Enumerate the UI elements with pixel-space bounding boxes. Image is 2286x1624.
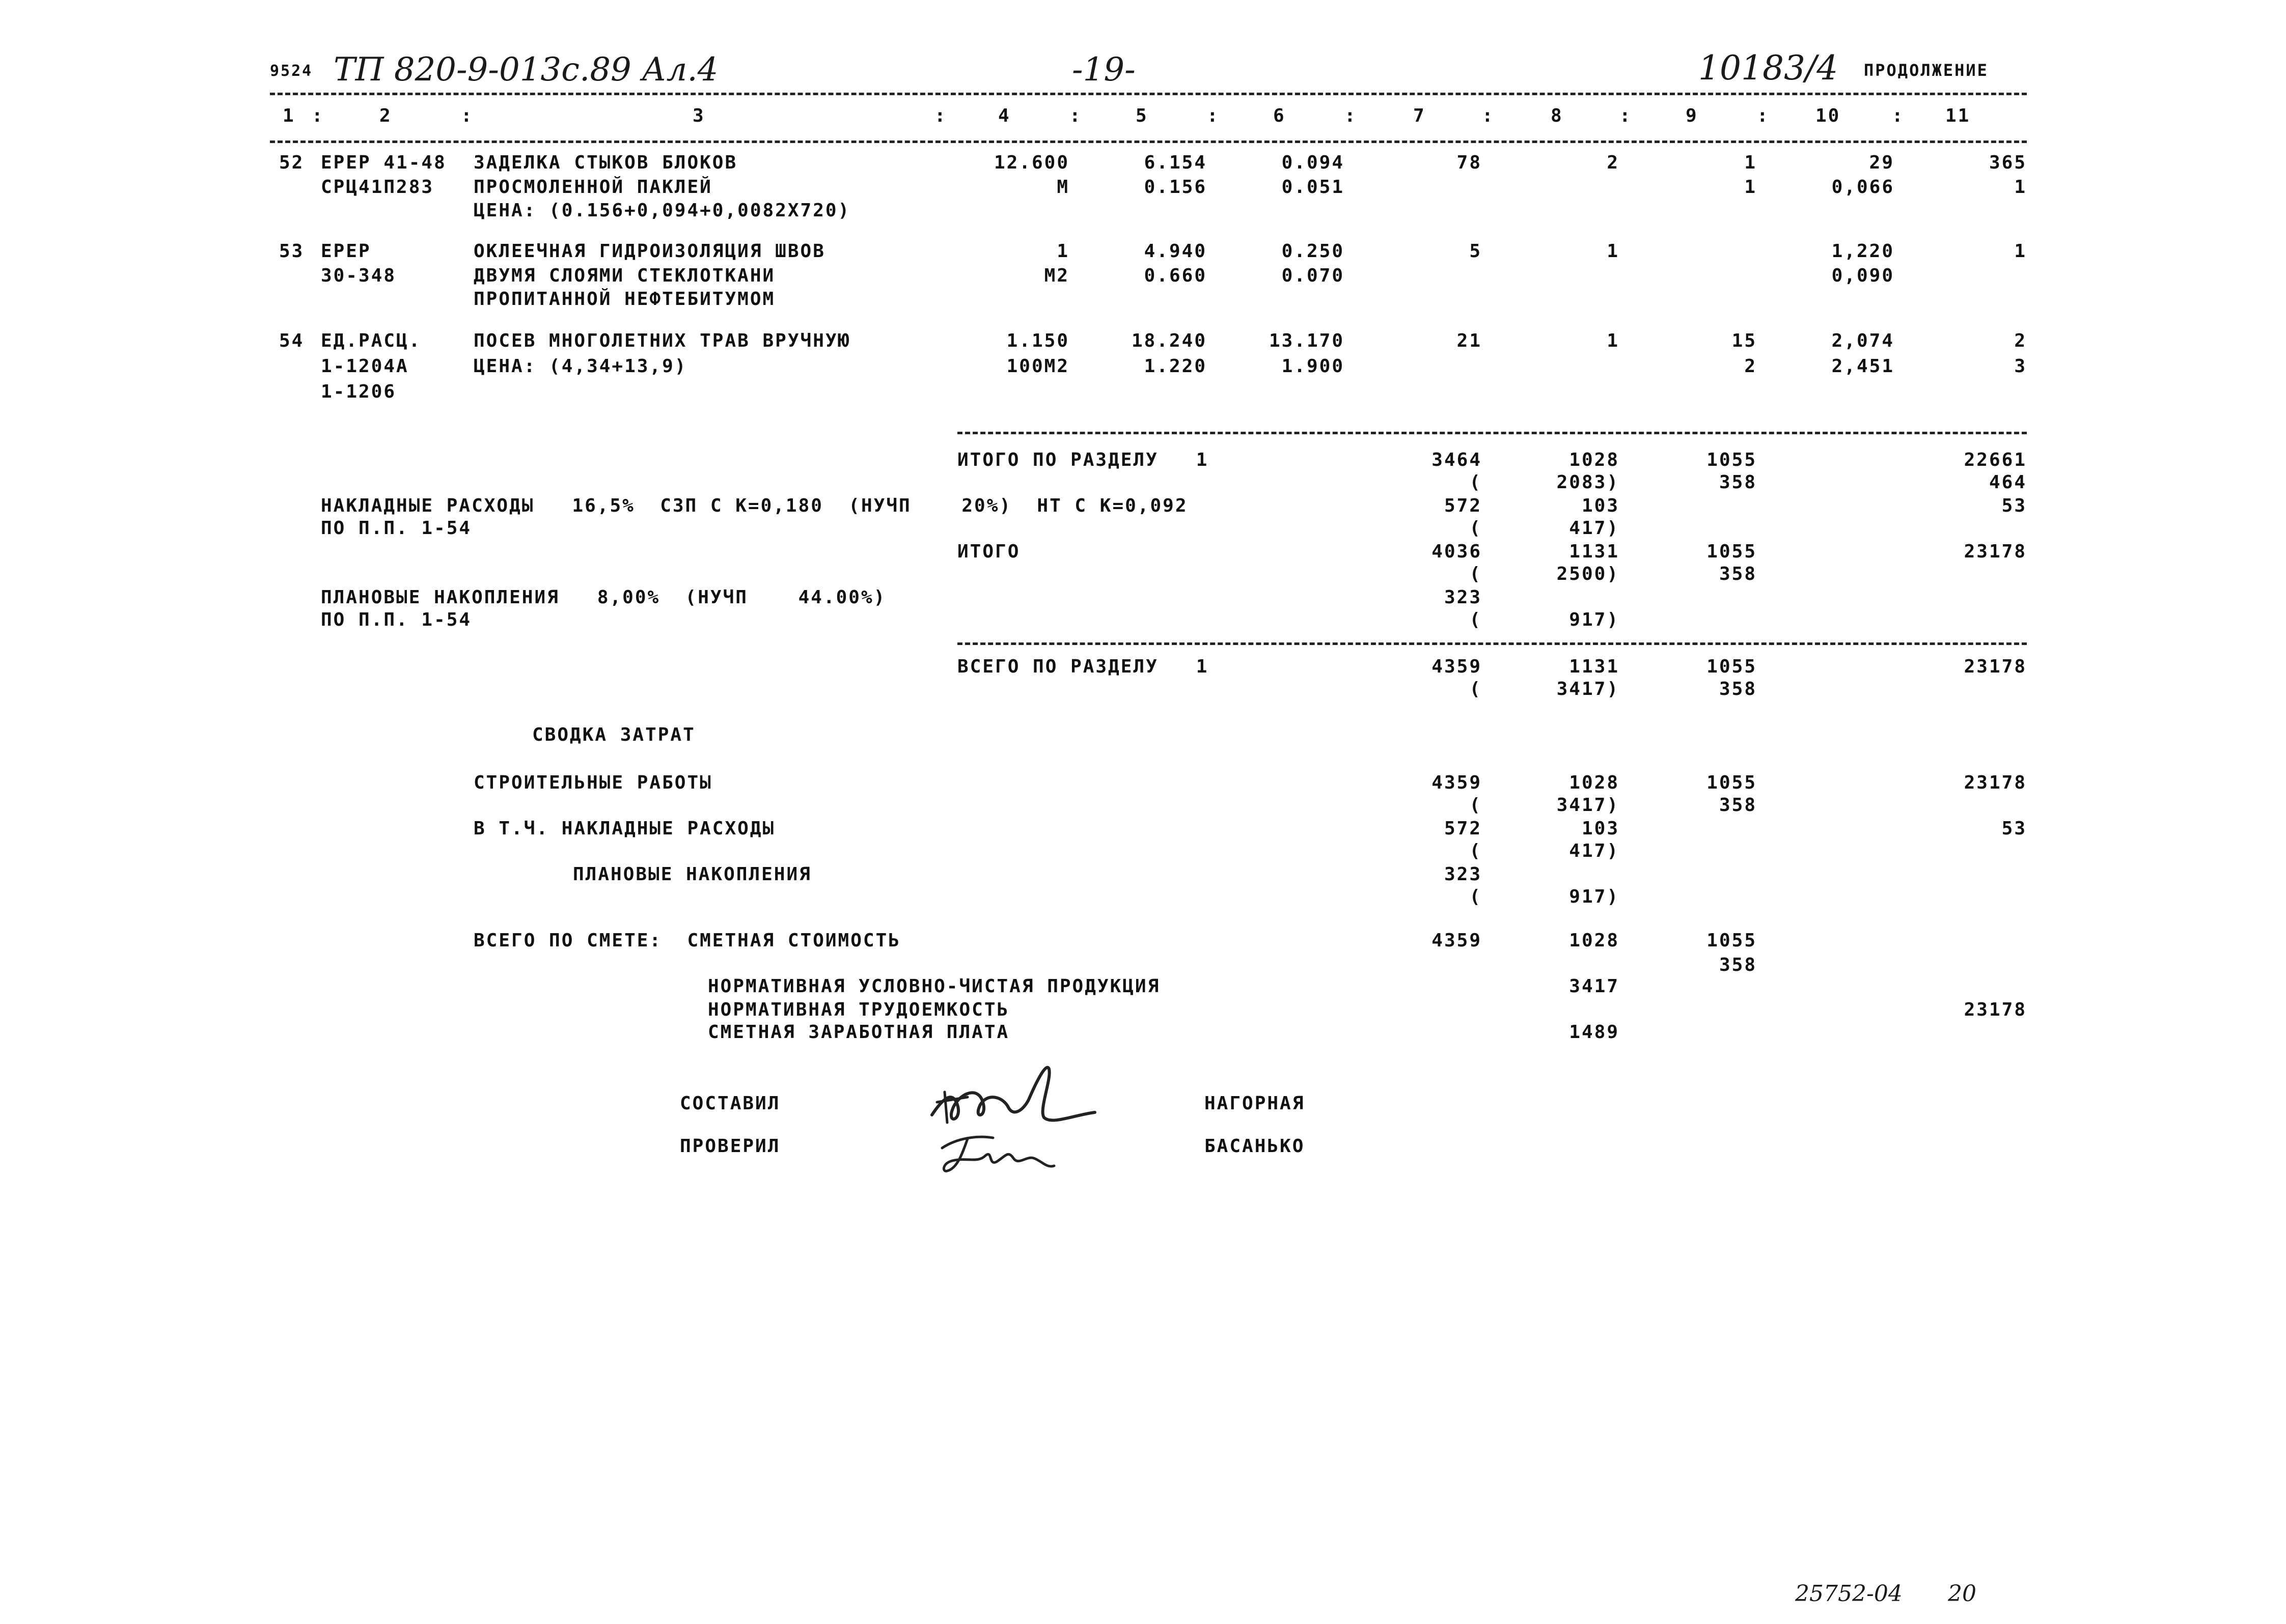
cell-col11: 365 <box>1989 152 2027 173</box>
col-sep: : <box>1892 105 1905 126</box>
col-header: 4 <box>998 105 1011 126</box>
header-rule-bottom <box>270 141 2027 143</box>
row-code: ЕД.РАСЦ. <box>321 330 422 351</box>
cell-col11: 23178 <box>1964 656 2027 677</box>
cell-col7: ( <box>1469 679 1482 699</box>
header-continuation: ПРОДОЛЖЕНИЕ <box>1864 61 1989 80</box>
row-description: ЦЕНА: (4,34+13,9) <box>474 356 687 377</box>
cell-col8: 2 <box>1607 152 1619 173</box>
cell-col7: 5 <box>1469 241 1482 262</box>
cell-col7: ( <box>1469 609 1482 630</box>
cell-col11: 2 <box>2014 330 2027 351</box>
planned-label: ПЛАНОВЫЕ НАКОПЛЕНИЯ 8,00% (НУЧП 44.00%) <box>321 587 887 608</box>
row-code: 1-1204А <box>321 356 409 377</box>
cell-col5: 0.660 <box>1144 265 1207 286</box>
cell-col10: 0,090 <box>1831 265 1894 286</box>
cell-col8: 1489 <box>1569 1022 1619 1043</box>
summary-label: СМЕТНАЯ ЗАРАБОТНАЯ ПЛАТА <box>708 1022 1010 1043</box>
cell-col5: 6.154 <box>1144 152 1207 173</box>
cell-col8: 1131 <box>1569 541 1619 562</box>
cell-col8: 1028 <box>1569 450 1619 470</box>
overhead-label: НАКЛАДНЫЕ РАСХОДЫ 16,5% СЗП С К=0,180 (НУЧП 20%) НТ С К=0,092 <box>321 495 1188 516</box>
row-number: 53 <box>279 241 305 262</box>
row-number: 54 <box>279 330 305 351</box>
col-header: 3 <box>693 105 705 126</box>
cell-col8: 1028 <box>1569 772 1619 793</box>
signature-checker <box>937 1128 1059 1179</box>
cell-col8: 917) <box>1569 609 1619 630</box>
cell-col9: 358 <box>1719 564 1757 584</box>
cell-col9: 1055 <box>1706 772 1757 793</box>
col-sep: : <box>312 105 324 126</box>
summary-label: НОРМАТИВНАЯ ТРУДОЕМКОСТЬ <box>708 999 1010 1020</box>
cell-col7: 78 <box>1456 152 1482 173</box>
cell-col7: 323 <box>1444 587 1482 608</box>
section-rule <box>957 432 2027 434</box>
cell-col9: 358 <box>1719 955 1757 975</box>
row-code: СРЦ41П283 <box>321 177 434 198</box>
cell-col9: 1055 <box>1706 541 1757 562</box>
cell-col9: 1 <box>1744 152 1757 173</box>
row-description: ЦЕНА: (0.156+0,094+0,0082Х720) <box>474 200 851 221</box>
cell-col9: 358 <box>1719 795 1757 816</box>
cell-col9: 2 <box>1744 356 1757 377</box>
row-description: ЗАДЕЛКА СТЫКОВ БЛОКОВ <box>474 152 738 173</box>
cell-unit: 100М2 <box>1006 356 1069 377</box>
cell-col7: 572 <box>1444 495 1482 516</box>
header-doc-number: 10183/4 <box>1698 48 1838 88</box>
cell-col11: 464 <box>1989 472 2027 493</box>
cell-col9: 1055 <box>1706 656 1757 677</box>
col-sep: : <box>1757 105 1770 126</box>
cell-col11: 1 <box>2014 177 2027 198</box>
row-description: ПРОСМОЛЕННОЙ ПАКЛЕЙ <box>474 177 712 198</box>
header-page-number: -19- <box>1072 51 1136 89</box>
cell-col9: 1 <box>1744 177 1757 198</box>
cell-col6: 0.051 <box>1281 177 1344 198</box>
cell-col6: 13.170 <box>1269 330 1344 351</box>
cell-col10: 0,066 <box>1831 177 1894 198</box>
cell-col6: 0.250 <box>1281 241 1344 262</box>
summary-label: ПЛАНОВЫЕ НАКОПЛЕНИЯ <box>573 864 812 885</box>
summary-label: НОРМАТИВНАЯ УСЛОВНО-ЧИСТАЯ ПРОДУКЦИЯ <box>708 976 1161 997</box>
cell-col6: 0.070 <box>1281 265 1344 286</box>
cell-col11: 3 <box>2014 356 2027 377</box>
cell-col8: 917) <box>1569 886 1619 907</box>
row-code: ЕРЕР 41-48 <box>321 152 447 173</box>
section-rule <box>957 642 2027 645</box>
header-code: 9524 <box>270 62 313 80</box>
col-header: 2 <box>379 105 392 126</box>
cell-col7: ( <box>1469 886 1482 907</box>
cell-col7: 4036 <box>1431 541 1482 562</box>
cell-col10: 1,220 <box>1831 241 1894 262</box>
col-sep: : <box>1619 105 1632 126</box>
cell-col10: 29 <box>1869 152 1894 173</box>
col-header: 7 <box>1413 105 1426 126</box>
cell-col7: ( <box>1469 472 1482 493</box>
cell-col7: 3464 <box>1431 450 1482 470</box>
cell-col7: 323 <box>1444 864 1482 885</box>
col-header: 1 <box>283 105 295 126</box>
compiled-label: СОСТАВИЛ <box>680 1093 781 1114</box>
cell-col11: 53 <box>2001 818 2027 839</box>
cell-col8: 417) <box>1569 518 1619 539</box>
col-sep: : <box>934 105 947 126</box>
cell-col9: 15 <box>1731 330 1757 351</box>
row-description: ДВУМЯ СЛОЯМИ СТЕКЛОТКАНИ <box>474 265 776 286</box>
col-sep: : <box>1344 105 1357 126</box>
cell-col8: 1131 <box>1569 656 1619 677</box>
cell-col8: 103 <box>1581 495 1619 516</box>
col-sep: : <box>1482 105 1495 126</box>
col-header: 6 <box>1273 105 1286 126</box>
cell-quantity: 12.600 <box>994 152 1069 173</box>
col-header: 9 <box>1686 105 1698 126</box>
cell-quantity: 1 <box>1057 241 1069 262</box>
cell-col11: 1 <box>2014 241 2027 262</box>
cell-col10: 2,074 <box>1831 330 1894 351</box>
col-sep: : <box>1069 105 1082 126</box>
cell-col7: ( <box>1469 841 1482 861</box>
cell-col9: 1055 <box>1706 930 1757 951</box>
row-description: ОКЛЕЕЧНАЯ ГИДРОИЗОЛЯЦИЯ ШВОВ <box>474 241 825 262</box>
compiled-name: НАГОРНАЯ <box>1204 1093 1305 1114</box>
summary-label: В Т.Ч. НАКЛАДНЫЕ РАСХОДЫ <box>474 818 776 839</box>
cell-col8: 2083) <box>1556 472 1619 493</box>
cell-col8: 3417) <box>1556 795 1619 816</box>
footer-page: 20 <box>1948 1581 1976 1607</box>
cell-col7: ( <box>1469 564 1482 584</box>
cell-col11: 22661 <box>1964 450 2027 470</box>
cell-col7: ( <box>1469 518 1482 539</box>
checked-name: БАСАНЬКО <box>1204 1136 1305 1157</box>
cell-col11: 23178 <box>1964 999 2027 1020</box>
cell-col5: 4.940 <box>1144 241 1207 262</box>
summary-title: СВОДКА ЗАТРАТ <box>532 724 696 745</box>
total-label: ИТОГО <box>957 541 1021 562</box>
subtotal-label: ИТОГО ПО РАЗДЕЛУ 1 <box>957 450 1209 470</box>
cell-col7: 4359 <box>1431 930 1482 951</box>
cell-col8: 1 <box>1607 241 1619 262</box>
cell-col8: 3417 <box>1569 976 1619 997</box>
cell-col8: 2500) <box>1556 564 1619 584</box>
row-description: ПРОПИТАННОЙ НЕФТЕБИТУМОМ <box>474 289 776 310</box>
cell-col8: 1 <box>1607 330 1619 351</box>
planned-scope: ПО П.П. 1-54 <box>321 609 472 630</box>
cell-col8: 1028 <box>1569 930 1619 951</box>
cell-col6: 1.900 <box>1281 356 1344 377</box>
header-rule-top <box>270 93 2027 95</box>
footer-reference: 25752-04 <box>1795 1581 1903 1607</box>
row-description: ПОСЕВ МНОГОЛЕТНИХ ТРАВ ВРУЧНУЮ <box>474 330 851 351</box>
col-header: 5 <box>1136 105 1148 126</box>
cell-quantity: 1.150 <box>1006 330 1069 351</box>
summary-label: ВСЕГО ПО СМЕТЕ: СМЕТНАЯ СТОИМОСТЬ <box>474 930 901 951</box>
cell-col5: 1.220 <box>1144 356 1207 377</box>
cell-col8: 3417) <box>1556 679 1619 699</box>
col-sep: : <box>1207 105 1220 126</box>
cell-col7: 572 <box>1444 818 1482 839</box>
cell-col8: 103 <box>1581 818 1619 839</box>
cell-col7: ( <box>1469 795 1482 816</box>
cell-col6: 0.094 <box>1281 152 1344 173</box>
row-code: 1-1206 <box>321 381 397 402</box>
col-header: 10 <box>1815 105 1841 126</box>
cell-col11: 53 <box>2001 495 2027 516</box>
cell-col9: 358 <box>1719 679 1757 699</box>
checked-label: ПРОВЕРИЛ <box>680 1136 781 1157</box>
cell-col5: 0.156 <box>1144 177 1207 198</box>
cell-unit: М <box>1057 177 1069 198</box>
cell-col9: 1055 <box>1706 450 1757 470</box>
cell-col7: 4359 <box>1431 656 1482 677</box>
cell-col10: 2,451 <box>1831 356 1894 377</box>
cell-col11: 23178 <box>1964 541 2027 562</box>
header-doc-ref: ТП 820-9-013с.89 Ал.4 <box>334 51 719 89</box>
cell-col11: 23178 <box>1964 772 2027 793</box>
col-header: 8 <box>1551 105 1563 126</box>
cell-col9: 358 <box>1719 472 1757 493</box>
row-code: ЕРЕР <box>321 241 371 262</box>
col-header: 11 <box>1945 105 1971 126</box>
cell-col8: 417) <box>1569 841 1619 861</box>
cell-col7: 4359 <box>1431 772 1482 793</box>
col-sep: : <box>461 105 474 126</box>
row-code: 30-348 <box>321 265 397 286</box>
cell-unit: М2 <box>1044 265 1069 286</box>
cell-col7: 21 <box>1456 330 1482 351</box>
overhead-scope: ПО П.П. 1-54 <box>321 518 472 539</box>
grand-subtotal-label: ВСЕГО ПО РАЗДЕЛУ 1 <box>957 656 1209 677</box>
cell-col5: 18.240 <box>1131 330 1207 351</box>
row-number: 52 <box>279 152 305 173</box>
summary-label: СТРОИТЕЛЬНЫЕ РАБОТЫ <box>474 772 712 793</box>
